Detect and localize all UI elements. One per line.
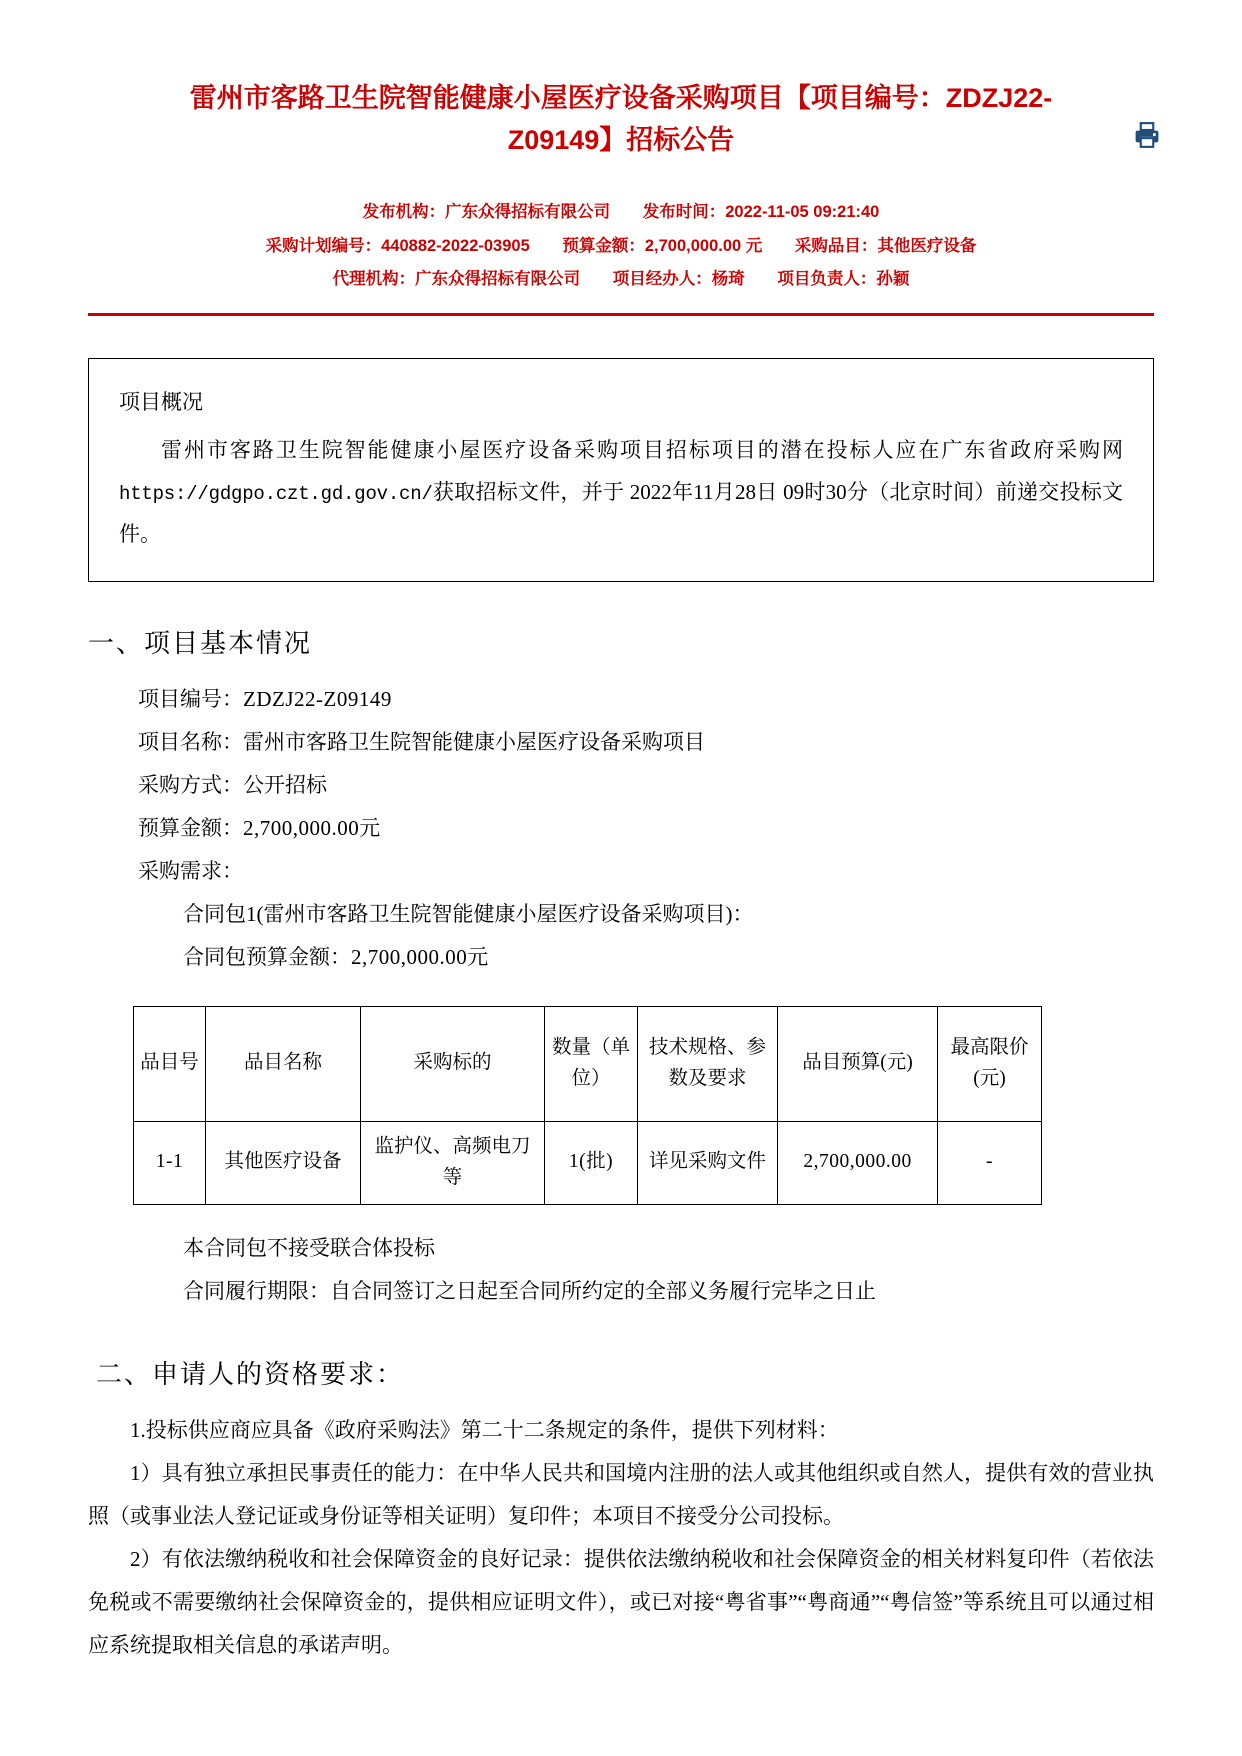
contract-duration-value: 自合同签订之日起至合同所约定的全部义务履行完毕之日止 — [330, 1278, 876, 1303]
section-two-heading: 二、申请人的资格要求： — [96, 1359, 405, 1389]
plan-number-field — [266, 230, 530, 264]
cell-max-price: - — [938, 1121, 1042, 1204]
owner-label: 项目负责人： — [777, 270, 877, 289]
category-value: 其他医疗设备 — [877, 236, 977, 255]
column-header-max-price: 最高限价(元) — [938, 1006, 1042, 1121]
project-number-label: 项目编号： — [138, 687, 243, 712]
agency-label: 代理机构： — [332, 270, 416, 289]
publisher-value: 广东众得招标有限公司 — [445, 202, 611, 221]
document-header — [0, 0, 1242, 297]
overview-heading: 项目概况 — [119, 390, 203, 415]
cell-item-no: 1-1 — [134, 1121, 206, 1204]
handler-label: 项目经办人： — [612, 270, 712, 289]
publish-time-label: 发布时间： — [642, 202, 726, 221]
column-header-item-name: 品目名称 — [206, 1006, 361, 1121]
goods-table — [133, 1006, 1042, 1205]
column-header-subject: 采购标的 — [361, 1006, 545, 1121]
qualification-item-1: 1.投标供应商应具备《政府采购法》第二十二条规定的条件，提供下列材料： — [130, 1417, 839, 1442]
qualification-item-1-2: 2）有依法缴纳税收和社会保障资金的良好记录：提供依法缴纳税收和社会保障资金的相关材料复印件（若依法免税或不需要缴纳社会保障资金的，提供相应证明文件），或已对接“粤省事”“粤商通”“粤信签”等系统且可以通过相应系统提取相关信息的承诺声明。 — [88, 1546, 1154, 1658]
publisher-label: 发布机构： — [362, 202, 446, 221]
budget-label: 预算金额： — [562, 236, 645, 255]
contract-package-line: 合同包1(雷州市客路卫生院智能健康小屋医疗设备采购项目)： — [183, 902, 754, 927]
cell-spec: 详见采购文件 — [638, 1121, 778, 1204]
category-field — [795, 230, 977, 264]
document-body — [0, 358, 1242, 1727]
budget-amount-row — [138, 807, 1154, 850]
contract-duration-label: 合同履行期限： — [183, 1278, 330, 1303]
page-title: 雷州市客路卫生院智能健康小屋医疗设备采购项目【项目编号：ZDZJ22-Z09149】招标公告 — [189, 83, 1053, 155]
cell-budget: 2,700,000.00 — [778, 1121, 938, 1204]
contract-duration-row — [183, 1270, 1154, 1313]
no-consortium-note: 本合同包不接受联合体投标 — [183, 1235, 435, 1260]
plan-number-label: 采购计划编号： — [265, 236, 382, 255]
document-metadata — [88, 196, 1154, 297]
project-number-row — [138, 678, 1154, 721]
publish-time-value: 2022-11-05 09:21:40 — [725, 202, 880, 221]
procurement-method-value: 公开招标 — [243, 773, 327, 798]
metadata-line-3 — [88, 263, 1154, 297]
metadata-line-2 — [88, 230, 1154, 264]
table-row — [134, 1121, 1042, 1204]
owner-value: 孙颖 — [876, 270, 910, 289]
cell-subject: 监护仪、高频电刀等 — [361, 1121, 545, 1204]
contract-package-budget-label: 合同包预算金额： — [183, 945, 351, 970]
project-name-label: 项目名称： — [138, 730, 243, 755]
column-header-budget: 品目预算(元) — [778, 1006, 938, 1121]
category-label: 采购品目： — [794, 236, 878, 255]
procurement-method-label: 采购方式： — [138, 773, 243, 798]
overview-text-part2: 获取招标文件，并于 2022年11月28日 09时30分（北京时间）前递交投标文件。 — [119, 480, 1123, 547]
cell-item-name: 其他医疗设备 — [206, 1121, 361, 1204]
title-row — [88, 78, 1154, 162]
publisher-field — [363, 196, 611, 230]
agency-value: 广东众得招标有限公司 — [415, 270, 581, 289]
contract-package-budget-value: 2,700,000.00元 — [351, 945, 489, 970]
section-one-heading: 一、项目基本情况 — [88, 629, 313, 659]
cell-quantity: 1(批) — [545, 1121, 638, 1204]
column-header-item-no: 品目号 — [134, 1006, 206, 1121]
project-name-value: 雷州市客路卫生院智能健康小屋医疗设备采购项目 — [243, 730, 705, 755]
contract-package-budget-row — [183, 936, 1154, 979]
overview-text — [119, 429, 1123, 555]
printer-icon[interactable] — [1132, 120, 1162, 150]
project-number-value: ZDZJ22-Z09149 — [243, 687, 392, 712]
column-header-quantity: 数量（单位） — [545, 1006, 638, 1121]
budget-amount-label: 预算金额： — [138, 816, 243, 841]
column-header-spec: 技术规格、参数及要求 — [638, 1006, 778, 1121]
budget-field — [562, 230, 762, 264]
owner-field — [777, 263, 909, 297]
table-header-row — [134, 1006, 1042, 1121]
agency-field — [333, 263, 581, 297]
metadata-line-1 — [88, 196, 1154, 230]
project-overview-box — [88, 358, 1154, 582]
bidding-portal-url[interactable]: https://gdgpo.czt.gd.gov.cn/ — [119, 483, 433, 506]
overview-text-part1: 雷州市客路卫生院智能健康小屋医疗设备采购项目招标项目的潜在投标人应在广东省政府采购网 — [161, 438, 1123, 463]
header-divider — [88, 313, 1154, 316]
procurement-method-row — [138, 764, 1154, 807]
publish-time-field — [643, 196, 880, 230]
plan-number-value: 440882-2022-03905 — [381, 236, 530, 255]
budget-value: 2,700,000.00 元 — [644, 236, 763, 255]
procurement-demand-label: 采购需求： — [138, 859, 243, 884]
project-name-row — [138, 721, 1154, 764]
handler-value: 杨琦 — [711, 270, 745, 289]
qualification-item-1-1: 1）具有独立承担民事责任的能力：在中华人民共和国境内注册的法人或其他组织或自然人，提供有效的营业执照（或事业法人登记证或身份证等相关证明）复印件；本项目不接受分公司投标。 — [88, 1460, 1154, 1528]
handler-field — [613, 263, 745, 297]
budget-amount-value: 2,700,000.00元 — [243, 816, 381, 841]
